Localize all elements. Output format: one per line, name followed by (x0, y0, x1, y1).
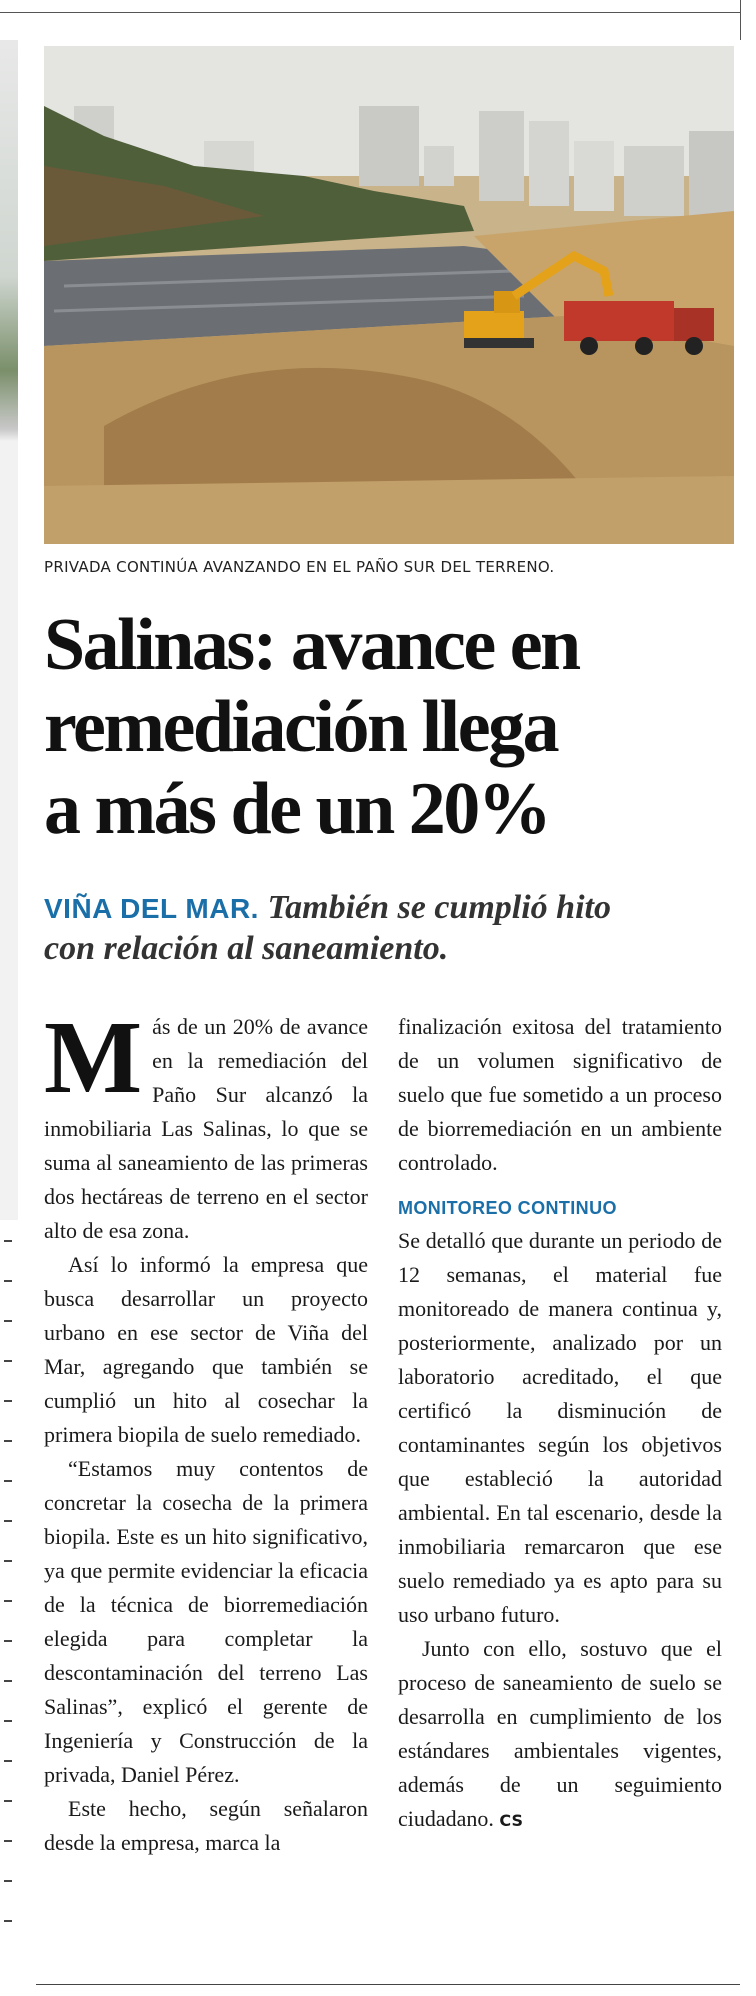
body-paragraph: Así lo informó la empresa que busca desarrollar un proyecto urbano en ese sector de Viña del Mar, agregando que también se cumplió un hito al cosechar la primera biopila de suelo remediado. (44, 1252, 368, 1447)
bottom-rule (36, 1984, 740, 1985)
headline (44, 604, 734, 850)
body-paragraph: Junto con ello, sostuvo que el proceso de saneamiento de suelo se desarrolla en cumplimiento de los estándares ambientales vigentes, además de un seguimiento ciudadano. CS (398, 1636, 722, 1831)
article-column-left (44, 1000, 368, 1860)
deck-line-2: con relación al saneamiento. (44, 930, 449, 967)
end-mark: CS (499, 1811, 523, 1830)
body-paragraph: “Estamos muy contentos de concretar la cosecha de la primera biopila. Este es un hito significativo, ya que permite evidenciar la eficacia de la técnica de biorremediación elegida para completar la descontaminación del terreno Las Salinas”, explicó el gerente de Ingeniería y Construcción de la privada, Daniel Pérez. (44, 1456, 368, 1787)
deck-line-1: También se cumplió hito (267, 889, 611, 926)
body-paragraph: Más de un 20% de avance en la remediación del Paño Sur alcanzó la inmobiliaria Las Salinas, lo que se suma al saneamiento de las primeras dos hectáreas de terreno en el sector alto de esa zona. (44, 1000, 368, 1243)
headline-line: Salinas: avance en (44, 604, 579, 686)
photo-caption: PRIVADA CONTINÚA AVANZANDO EN EL PAÑO SUR DEL TERRENO. (44, 558, 555, 576)
article-photo (44, 46, 734, 544)
body-paragraph: Se detalló que durante un periodo de 12 semanas, el material fue monitoreado de manera continua y, posteriormente, analizado por un laboratorio acreditado, el que certificó la disminución de contaminantes según los objetivos que estableció la autoridad ambiental. En tal escenario, desde la inmobiliaria remarcaron que ese suelo remediado ya es apto para su uso urbano futuro. (398, 1228, 722, 1627)
dateline-place: VIÑA DEL MAR. (44, 893, 259, 924)
body-paragraph: finalización exitosa del tratamiento de un volumen significativo de suelo que fue sometido a un proceso de biorremediación en un ambiente controlado. (398, 1014, 722, 1175)
headline-line: remediación llega (44, 686, 558, 768)
section-subhead: MONITOREO CONTINUO (398, 1198, 617, 1218)
right-rule (740, 0, 741, 40)
deck (44, 888, 734, 969)
adjacent-page-strip (0, 40, 18, 1220)
article-column-right (398, 1010, 722, 1838)
top-rule (0, 12, 740, 13)
body-paragraph: Este hecho, según señalaron desde la empresa, marca la (44, 1796, 368, 1855)
drop-cap: M (44, 1000, 143, 1115)
headline-line: a más de un 20% (44, 768, 550, 850)
adjacent-text-marks (4, 1240, 14, 1960)
